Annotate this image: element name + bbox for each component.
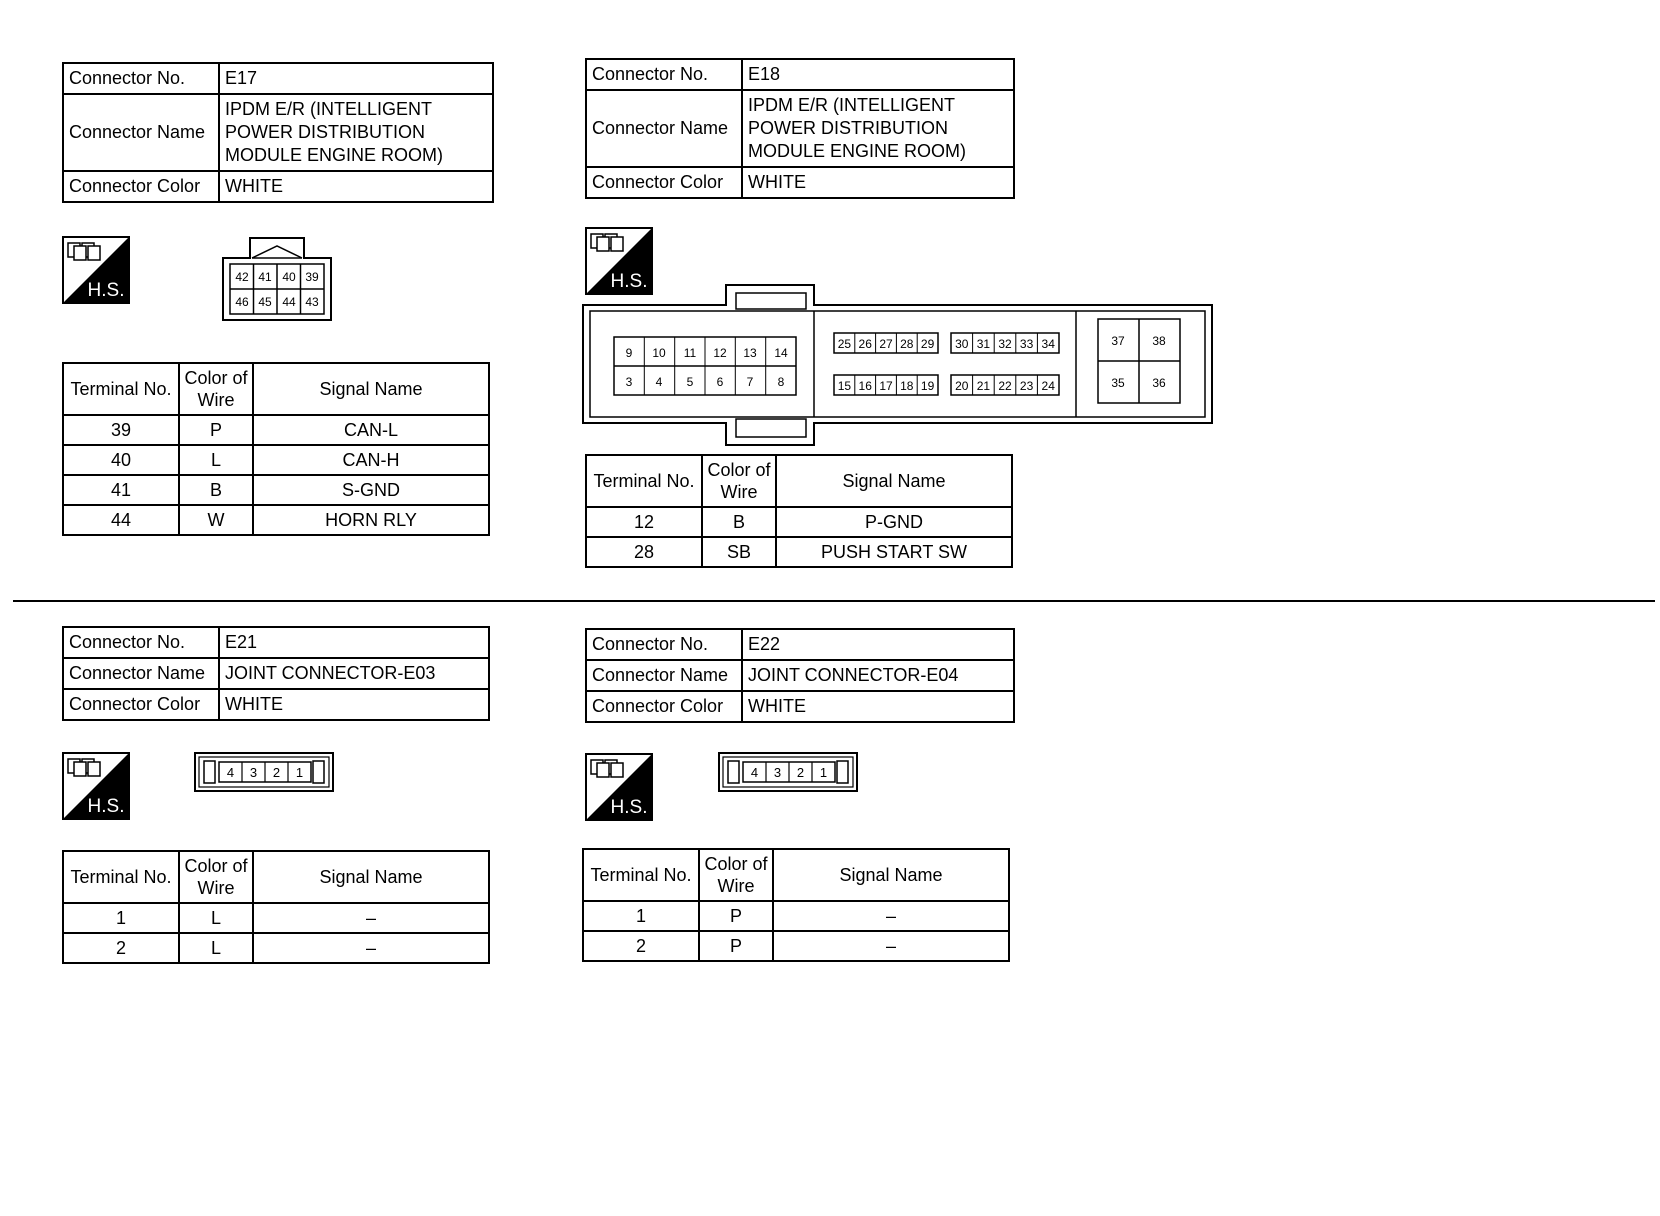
- connector-name-value: [219, 94, 493, 171]
- terminal-cell: 40: [63, 445, 179, 475]
- table-row: [583, 931, 1009, 961]
- e17-connector-face: [222, 236, 332, 322]
- connector-no-value: E18: [742, 59, 1014, 90]
- terminal-no-header: Terminal No.: [63, 851, 179, 903]
- name-line: POWER DISTRIBUTION: [225, 122, 426, 142]
- pin-label: 37: [1111, 334, 1125, 348]
- terminal-cell: 1: [63, 903, 179, 933]
- pin-label: 34: [1041, 337, 1055, 351]
- signal-cell: –: [253, 903, 489, 933]
- connector-name-label: Connector Name: [586, 90, 742, 167]
- terminal-cell: 41: [63, 475, 179, 505]
- header-line: Color of: [704, 854, 768, 874]
- pin-label: 1: [295, 765, 304, 780]
- pin-label: 4: [655, 375, 663, 389]
- e22-connector-info-table: [585, 628, 1015, 723]
- pin-label: 19: [920, 379, 935, 393]
- e21-terminal-table: [62, 850, 490, 964]
- signal-cell: S-GND: [253, 475, 489, 505]
- hs-label: H.S.: [610, 271, 648, 292]
- color-of-wire-header: [702, 455, 776, 507]
- terminal-cell: 44: [63, 505, 179, 535]
- pin-label: 15: [837, 379, 852, 393]
- name-line: POWER DISTRIBUTION: [748, 118, 949, 138]
- connector-color-label: Connector Color: [586, 691, 742, 722]
- e21-connector-face: [194, 752, 334, 794]
- pin-label: 23: [1019, 379, 1034, 393]
- harness-side-icon: [62, 236, 130, 304]
- pin-label: 2: [272, 765, 281, 780]
- pin-label: 29: [920, 337, 935, 351]
- pin-label: 30: [955, 337, 969, 351]
- pin-label: 2: [796, 765, 805, 780]
- terminal-no-header: Terminal No.: [583, 849, 699, 901]
- signal-cell: HORN RLY: [253, 505, 489, 535]
- name-line: IPDM E/R (INTELLIGENT: [748, 95, 956, 115]
- connector-name-value: [742, 90, 1014, 167]
- pin-label: 39: [305, 270, 319, 284]
- color-of-wire-header: [179, 363, 253, 415]
- signal-cell: PUSH START SW: [776, 537, 1012, 567]
- pin-label: 4: [750, 765, 759, 780]
- pin-label: 3: [773, 765, 782, 780]
- e22-terminal-table: [582, 848, 1010, 962]
- pin-label: 46: [235, 295, 249, 309]
- pin-label: 44: [282, 295, 296, 309]
- table-row: [586, 537, 1012, 567]
- connector-no-label: Connector No.: [586, 629, 742, 660]
- signal-name-header: Signal Name: [776, 455, 1012, 507]
- terminal-cell: 2: [63, 933, 179, 963]
- pin-label: 27: [879, 337, 893, 351]
- connector-no-label: Connector No.: [63, 63, 219, 94]
- table-row: [586, 507, 1012, 537]
- pin-label: 1: [819, 765, 828, 780]
- connector-name-value: JOINT CONNECTOR-E03: [219, 658, 489, 689]
- color-cell: L: [179, 933, 253, 963]
- connector-color-label: Connector Color: [63, 689, 219, 720]
- terminal-no-header: Terminal No.: [63, 363, 179, 415]
- pin-label: 21: [976, 379, 991, 393]
- connector-no-label: Connector No.: [586, 59, 742, 90]
- color-of-wire-header: [179, 851, 253, 903]
- color-cell: L: [179, 903, 253, 933]
- pin-label: 3: [249, 765, 258, 780]
- pin-label: 5: [686, 375, 694, 389]
- harness-side-icon: [62, 752, 130, 820]
- signal-cell: CAN-H: [253, 445, 489, 475]
- pin-label: 11: [683, 346, 697, 360]
- color-cell: P: [179, 415, 253, 445]
- pin-label: 43: [305, 295, 319, 309]
- signal-name-header: Signal Name: [253, 363, 489, 415]
- pin-label: 33: [1019, 337, 1034, 351]
- pin-label: 16: [858, 379, 872, 393]
- header-line: Color of: [184, 856, 248, 876]
- terminal-no-header: Terminal No.: [586, 455, 702, 507]
- e18-terminal-table: [585, 454, 1013, 568]
- name-line: IPDM E/R (INTELLIGENT: [225, 99, 433, 119]
- connector-name-label: Connector Name: [63, 94, 219, 171]
- pin-label: 42: [235, 270, 249, 284]
- connector-color-value: WHITE: [219, 689, 489, 720]
- connector-name-label: Connector Name: [586, 660, 742, 691]
- pin-label: 7: [746, 375, 754, 389]
- pin-label: 17: [879, 379, 893, 393]
- connector-no-value: E21: [219, 627, 489, 658]
- header-line: Wire: [197, 878, 235, 898]
- pin-label: 41: [258, 270, 272, 284]
- color-cell: P: [699, 901, 773, 931]
- connector-no-label: Connector No.: [63, 627, 219, 658]
- section-divider: [13, 600, 1655, 602]
- pin-label: 25: [837, 337, 852, 351]
- header-line: Color of: [707, 460, 771, 480]
- header-line: Color of: [184, 368, 248, 388]
- color-cell: W: [179, 505, 253, 535]
- pin-label: 4: [226, 765, 235, 780]
- pin-label: 9: [625, 346, 633, 360]
- connector-no-value: E17: [219, 63, 493, 94]
- table-row: [63, 415, 489, 445]
- pin-label: 24: [1041, 379, 1055, 393]
- pin-label: 6: [716, 375, 724, 389]
- table-row: [63, 445, 489, 475]
- pin-label: 18: [900, 379, 914, 393]
- pin-label: 20: [955, 379, 969, 393]
- harness-side-icon: [585, 753, 653, 821]
- signal-cell: P-GND: [776, 507, 1012, 537]
- pin-label: 13: [743, 346, 757, 360]
- hs-label: H.S.: [87, 796, 125, 817]
- signal-name-header: Signal Name: [253, 851, 489, 903]
- pin-label: 12: [713, 346, 727, 360]
- pin-label: 35: [1111, 376, 1125, 390]
- e21-connector-info-table: [62, 626, 490, 721]
- pin-label: 38: [1152, 334, 1166, 348]
- e17-terminal-table: [62, 362, 490, 536]
- pin-label: 28: [900, 337, 914, 351]
- pin-label: 14: [774, 346, 788, 360]
- table-row: [63, 933, 489, 963]
- signal-cell: CAN-L: [253, 415, 489, 445]
- pin-label: 10: [652, 346, 666, 360]
- terminal-cell: 12: [586, 507, 702, 537]
- hs-label: H.S.: [610, 797, 648, 818]
- header-line: Wire: [197, 390, 235, 410]
- table-row: [583, 901, 1009, 931]
- signal-cell: –: [253, 933, 489, 963]
- hs-label: H.S.: [87, 280, 125, 301]
- connector-name-label: Connector Name: [63, 658, 219, 689]
- table-row: [63, 475, 489, 505]
- header-line: Wire: [720, 482, 758, 502]
- name-line: MODULE ENGINE ROOM): [748, 141, 967, 161]
- terminal-cell: 28: [586, 537, 702, 567]
- table-row: [63, 505, 489, 535]
- pin-label: 45: [258, 295, 272, 309]
- pin-label: 40: [282, 270, 296, 284]
- connector-color-value: WHITE: [742, 167, 1014, 198]
- connector-name-value: JOINT CONNECTOR-E04: [742, 660, 1014, 691]
- connector-color-value: WHITE: [742, 691, 1014, 722]
- terminal-cell: 1: [583, 901, 699, 931]
- color-cell: P: [699, 931, 773, 961]
- name-line: MODULE ENGINE ROOM): [225, 145, 444, 165]
- color-of-wire-header: [699, 849, 773, 901]
- connector-no-value: E22: [742, 629, 1014, 660]
- e22-connector-face: [718, 752, 858, 794]
- signal-cell: –: [773, 901, 1009, 931]
- e18-connector-info-table: [585, 58, 1015, 199]
- e18-connector-face: [582, 283, 1214, 447]
- header-line: Wire: [717, 876, 755, 896]
- terminal-cell: 39: [63, 415, 179, 445]
- e17-connector-info-table: [62, 62, 494, 203]
- color-cell: L: [179, 445, 253, 475]
- pin-label: 31: [976, 337, 991, 351]
- pin-label: 36: [1152, 376, 1166, 390]
- table-row: [63, 903, 489, 933]
- signal-name-header: Signal Name: [773, 849, 1009, 901]
- pin-label: 22: [998, 379, 1012, 393]
- pin-label: 3: [625, 375, 633, 389]
- pin-label: 32: [998, 337, 1012, 351]
- pin-label: 8: [777, 375, 785, 389]
- color-cell: SB: [702, 537, 776, 567]
- terminal-cell: 2: [583, 931, 699, 961]
- connector-color-value: WHITE: [219, 171, 493, 202]
- connector-color-label: Connector Color: [63, 171, 219, 202]
- signal-cell: –: [773, 931, 1009, 961]
- pin-label: 26: [858, 337, 872, 351]
- connector-color-label: Connector Color: [586, 167, 742, 198]
- color-cell: B: [179, 475, 253, 505]
- color-cell: B: [702, 507, 776, 537]
